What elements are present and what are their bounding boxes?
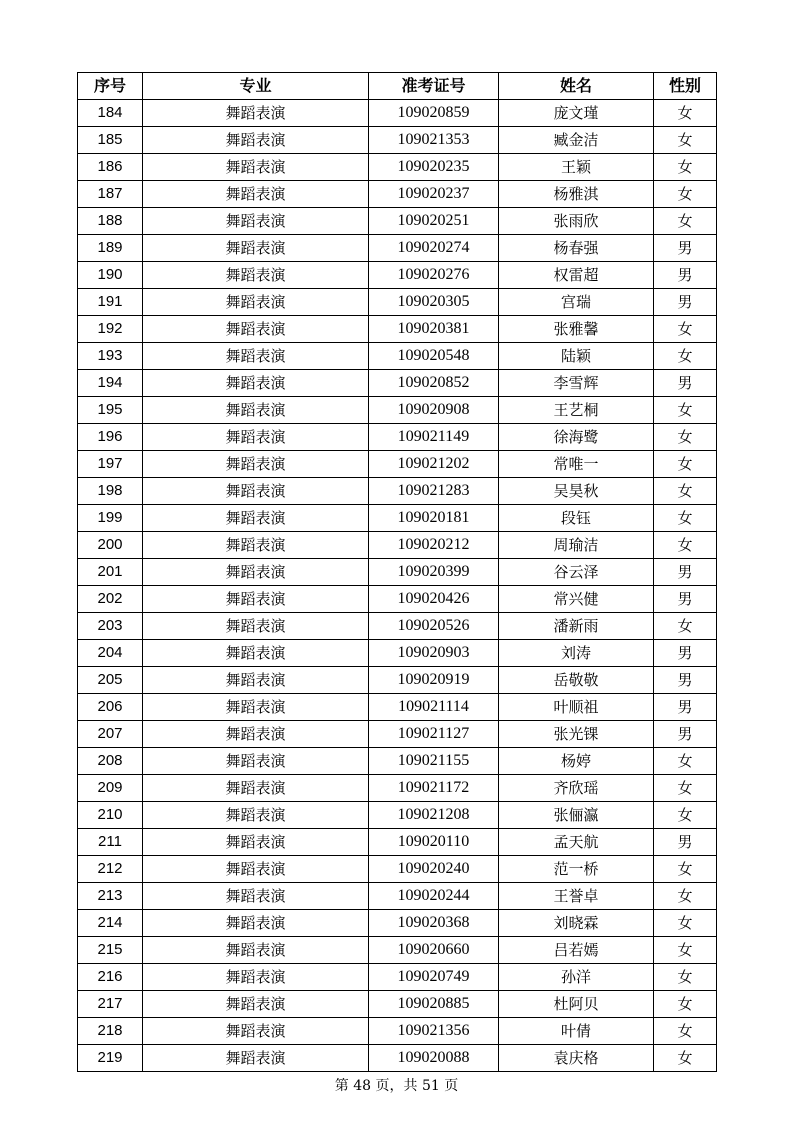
cell-seq: 211 bbox=[78, 829, 143, 856]
cell-seq: 191 bbox=[78, 289, 143, 316]
cell-gender: 女 bbox=[654, 991, 717, 1018]
cell-seq: 216 bbox=[78, 964, 143, 991]
cell-seq: 188 bbox=[78, 208, 143, 235]
cell-major: 舞蹈表演 bbox=[143, 181, 369, 208]
cell-exam-id: 109021283 bbox=[369, 478, 499, 505]
cell-major: 舞蹈表演 bbox=[143, 802, 369, 829]
cell-name: 刘晓霖 bbox=[499, 910, 654, 937]
cell-exam-id: 109020274 bbox=[369, 235, 499, 262]
cell-exam-id: 109020908 bbox=[369, 397, 499, 424]
cell-major: 舞蹈表演 bbox=[143, 1018, 369, 1045]
cell-seq: 200 bbox=[78, 532, 143, 559]
cell-seq: 203 bbox=[78, 613, 143, 640]
page-number-footer: 第 48 页，共 51 页 bbox=[334, 1078, 459, 1094]
cell-exam-id: 109020749 bbox=[369, 964, 499, 991]
cell-major: 舞蹈表演 bbox=[143, 127, 369, 154]
cell-seq: 209 bbox=[78, 775, 143, 802]
table-row bbox=[78, 316, 717, 343]
table-row bbox=[78, 856, 717, 883]
cell-exam-id: 109020251 bbox=[369, 208, 499, 235]
table-row bbox=[78, 343, 717, 370]
cell-seq: 197 bbox=[78, 451, 143, 478]
cell-gender: 女 bbox=[654, 775, 717, 802]
cell-major: 舞蹈表演 bbox=[143, 559, 369, 586]
table-row bbox=[78, 478, 717, 505]
cell-exam-id: 109020181 bbox=[369, 505, 499, 532]
cell-seq: 185 bbox=[78, 127, 143, 154]
cell-exam-id: 109020859 bbox=[369, 100, 499, 127]
cell-major: 舞蹈表演 bbox=[143, 532, 369, 559]
cell-gender: 女 bbox=[654, 100, 717, 127]
cell-name: 王颖 bbox=[499, 154, 654, 181]
cell-gender: 女 bbox=[654, 154, 717, 181]
cell-major: 舞蹈表演 bbox=[143, 937, 369, 964]
cell-name: 杨雅淇 bbox=[499, 181, 654, 208]
table-row bbox=[78, 100, 717, 127]
cell-gender: 女 bbox=[654, 613, 717, 640]
cell-gender: 男 bbox=[654, 721, 717, 748]
cell-name: 岳敬敬 bbox=[499, 667, 654, 694]
cell-major: 舞蹈表演 bbox=[143, 721, 369, 748]
cell-seq: 213 bbox=[78, 883, 143, 910]
cell-seq: 187 bbox=[78, 181, 143, 208]
cell-name: 臧金洁 bbox=[499, 127, 654, 154]
table-row bbox=[78, 910, 717, 937]
cell-name: 范一桥 bbox=[499, 856, 654, 883]
cell-major: 舞蹈表演 bbox=[143, 775, 369, 802]
cell-major: 舞蹈表演 bbox=[143, 424, 369, 451]
cell-exam-id: 109020368 bbox=[369, 910, 499, 937]
cell-name: 叶顺祖 bbox=[499, 694, 654, 721]
cell-major: 舞蹈表演 bbox=[143, 883, 369, 910]
cell-exam-id: 109020885 bbox=[369, 991, 499, 1018]
cell-exam-id: 109021149 bbox=[369, 424, 499, 451]
cell-seq: 210 bbox=[78, 802, 143, 829]
table-row bbox=[78, 775, 717, 802]
cell-exam-id: 109020110 bbox=[369, 829, 499, 856]
table-row bbox=[78, 883, 717, 910]
cell-gender: 男 bbox=[654, 559, 717, 586]
table-row bbox=[78, 721, 717, 748]
table-row bbox=[78, 451, 717, 478]
cell-name: 庞文瑾 bbox=[499, 100, 654, 127]
cell-seq: 204 bbox=[78, 640, 143, 667]
cell-exam-id: 109021127 bbox=[369, 721, 499, 748]
cell-exam-id: 109020305 bbox=[369, 289, 499, 316]
cell-gender: 男 bbox=[654, 694, 717, 721]
cell-seq: 199 bbox=[78, 505, 143, 532]
cell-name: 张雅馨 bbox=[499, 316, 654, 343]
table-row bbox=[78, 694, 717, 721]
cell-seq: 219 bbox=[78, 1045, 143, 1072]
table-row bbox=[78, 208, 717, 235]
cell-seq: 217 bbox=[78, 991, 143, 1018]
cell-gender: 女 bbox=[654, 802, 717, 829]
table-row bbox=[78, 1018, 717, 1045]
cell-exam-id: 109021114 bbox=[369, 694, 499, 721]
cell-gender: 男 bbox=[654, 262, 717, 289]
table-row bbox=[78, 802, 717, 829]
table-row bbox=[78, 532, 717, 559]
table-row bbox=[78, 154, 717, 181]
cell-exam-id: 109021356 bbox=[369, 1018, 499, 1045]
cell-gender: 女 bbox=[654, 1045, 717, 1072]
header-seq: 序号 bbox=[78, 73, 143, 100]
cell-name: 杨婷 bbox=[499, 748, 654, 775]
cell-major: 舞蹈表演 bbox=[143, 289, 369, 316]
cell-major: 舞蹈表演 bbox=[143, 694, 369, 721]
cell-gender: 女 bbox=[654, 397, 717, 424]
table-row bbox=[78, 586, 717, 613]
cell-gender: 女 bbox=[654, 505, 717, 532]
cell-seq: 206 bbox=[78, 694, 143, 721]
cell-exam-id: 109020235 bbox=[369, 154, 499, 181]
cell-major: 舞蹈表演 bbox=[143, 262, 369, 289]
cell-name: 杜阿贝 bbox=[499, 991, 654, 1018]
cell-major: 舞蹈表演 bbox=[143, 856, 369, 883]
cell-major: 舞蹈表演 bbox=[143, 235, 369, 262]
table-row bbox=[78, 1045, 717, 1072]
cell-name: 张俪瀛 bbox=[499, 802, 654, 829]
cell-exam-id: 109020548 bbox=[369, 343, 499, 370]
cell-exam-id: 109020903 bbox=[369, 640, 499, 667]
cell-major: 舞蹈表演 bbox=[143, 667, 369, 694]
cell-gender: 男 bbox=[654, 235, 717, 262]
cell-exam-id: 109020399 bbox=[369, 559, 499, 586]
cell-name: 袁庆格 bbox=[499, 1045, 654, 1072]
header-exam-id: 准考证号 bbox=[369, 73, 499, 100]
cell-seq: 192 bbox=[78, 316, 143, 343]
cell-gender: 女 bbox=[654, 127, 717, 154]
header-major: 专业 bbox=[143, 73, 369, 100]
cell-seq: 212 bbox=[78, 856, 143, 883]
table-row bbox=[78, 748, 717, 775]
cell-name: 刘涛 bbox=[499, 640, 654, 667]
cell-name: 周瑜洁 bbox=[499, 532, 654, 559]
cell-gender: 女 bbox=[654, 343, 717, 370]
cell-exam-id: 109021208 bbox=[369, 802, 499, 829]
cell-exam-id: 109021172 bbox=[369, 775, 499, 802]
table-body bbox=[78, 100, 717, 1072]
cell-exam-id: 109020919 bbox=[369, 667, 499, 694]
cell-exam-id: 109020244 bbox=[369, 883, 499, 910]
cell-name: 李雪辉 bbox=[499, 370, 654, 397]
cell-seq: 193 bbox=[78, 343, 143, 370]
cell-major: 舞蹈表演 bbox=[143, 748, 369, 775]
table-row bbox=[78, 991, 717, 1018]
table-row bbox=[78, 640, 717, 667]
table-row bbox=[78, 181, 717, 208]
cell-major: 舞蹈表演 bbox=[143, 640, 369, 667]
table-row bbox=[78, 613, 717, 640]
cell-seq: 205 bbox=[78, 667, 143, 694]
cell-exam-id: 109020381 bbox=[369, 316, 499, 343]
cell-seq: 207 bbox=[78, 721, 143, 748]
cell-name: 王誉卓 bbox=[499, 883, 654, 910]
cell-gender: 女 bbox=[654, 424, 717, 451]
cell-seq: 215 bbox=[78, 937, 143, 964]
cell-major: 舞蹈表演 bbox=[143, 910, 369, 937]
cell-seq: 190 bbox=[78, 262, 143, 289]
cell-name: 张雨欣 bbox=[499, 208, 654, 235]
cell-name: 张光锞 bbox=[499, 721, 654, 748]
cell-major: 舞蹈表演 bbox=[143, 343, 369, 370]
cell-gender: 男 bbox=[654, 667, 717, 694]
cell-name: 常唯一 bbox=[499, 451, 654, 478]
cell-exam-id: 109020526 bbox=[369, 613, 499, 640]
cell-gender: 女 bbox=[654, 478, 717, 505]
table-row bbox=[78, 235, 717, 262]
cell-major: 舞蹈表演 bbox=[143, 1045, 369, 1072]
cell-seq: 218 bbox=[78, 1018, 143, 1045]
table-row bbox=[78, 289, 717, 316]
table-row bbox=[78, 937, 717, 964]
cell-name: 吕若嫣 bbox=[499, 937, 654, 964]
cell-gender: 男 bbox=[654, 640, 717, 667]
cell-exam-id: 109020088 bbox=[369, 1045, 499, 1072]
cell-major: 舞蹈表演 bbox=[143, 100, 369, 127]
table-row bbox=[78, 505, 717, 532]
cell-major: 舞蹈表演 bbox=[143, 505, 369, 532]
cell-gender: 女 bbox=[654, 883, 717, 910]
table-row bbox=[78, 559, 717, 586]
cell-exam-id: 109020240 bbox=[369, 856, 499, 883]
cell-gender: 男 bbox=[654, 829, 717, 856]
cell-exam-id: 109020852 bbox=[369, 370, 499, 397]
table-row bbox=[78, 127, 717, 154]
header-name: 姓名 bbox=[499, 73, 654, 100]
cell-gender: 女 bbox=[654, 316, 717, 343]
cell-gender: 女 bbox=[654, 937, 717, 964]
cell-seq: 184 bbox=[78, 100, 143, 127]
table-row bbox=[78, 424, 717, 451]
cell-major: 舞蹈表演 bbox=[143, 991, 369, 1018]
table-row bbox=[78, 667, 717, 694]
cell-name: 孟天航 bbox=[499, 829, 654, 856]
cell-exam-id: 109021353 bbox=[369, 127, 499, 154]
cell-exam-id: 109021202 bbox=[369, 451, 499, 478]
cell-exam-id: 109020426 bbox=[369, 586, 499, 613]
cell-major: 舞蹈表演 bbox=[143, 316, 369, 343]
cell-name: 常兴健 bbox=[499, 586, 654, 613]
cell-seq: 194 bbox=[78, 370, 143, 397]
cell-seq: 208 bbox=[78, 748, 143, 775]
cell-gender: 女 bbox=[654, 181, 717, 208]
cell-exam-id: 109020212 bbox=[369, 532, 499, 559]
table-row bbox=[78, 829, 717, 856]
cell-seq: 202 bbox=[78, 586, 143, 613]
cell-name: 王艺桐 bbox=[499, 397, 654, 424]
cell-gender: 女 bbox=[654, 208, 717, 235]
cell-gender: 女 bbox=[654, 532, 717, 559]
cell-name: 叶倩 bbox=[499, 1018, 654, 1045]
cell-gender: 男 bbox=[654, 289, 717, 316]
cell-gender: 女 bbox=[654, 1018, 717, 1045]
cell-seq: 196 bbox=[78, 424, 143, 451]
cell-gender: 女 bbox=[654, 964, 717, 991]
table-row bbox=[78, 397, 717, 424]
cell-exam-id: 109020276 bbox=[369, 262, 499, 289]
cell-major: 舞蹈表演 bbox=[143, 478, 369, 505]
cell-name: 宫瑞 bbox=[499, 289, 654, 316]
cell-seq: 198 bbox=[78, 478, 143, 505]
cell-exam-id: 109020660 bbox=[369, 937, 499, 964]
cell-major: 舞蹈表演 bbox=[143, 208, 369, 235]
cell-name: 齐欣瑶 bbox=[499, 775, 654, 802]
table-row bbox=[78, 262, 717, 289]
cell-name: 陆颖 bbox=[499, 343, 654, 370]
cell-name: 谷云泽 bbox=[499, 559, 654, 586]
cell-seq: 214 bbox=[78, 910, 143, 937]
cell-major: 舞蹈表演 bbox=[143, 613, 369, 640]
cell-exam-id: 109020237 bbox=[369, 181, 499, 208]
cell-major: 舞蹈表演 bbox=[143, 829, 369, 856]
header-gender: 性别 bbox=[654, 73, 717, 100]
cell-gender: 男 bbox=[654, 370, 717, 397]
cell-gender: 男 bbox=[654, 586, 717, 613]
cell-name: 杨春强 bbox=[499, 235, 654, 262]
cell-seq: 186 bbox=[78, 154, 143, 181]
cell-major: 舞蹈表演 bbox=[143, 586, 369, 613]
cell-gender: 女 bbox=[654, 451, 717, 478]
cell-seq: 189 bbox=[78, 235, 143, 262]
cell-major: 舞蹈表演 bbox=[143, 154, 369, 181]
table-row bbox=[78, 964, 717, 991]
cell-gender: 女 bbox=[654, 748, 717, 775]
cell-major: 舞蹈表演 bbox=[143, 397, 369, 424]
cell-name: 吴昊秋 bbox=[499, 478, 654, 505]
cell-seq: 195 bbox=[78, 397, 143, 424]
cell-major: 舞蹈表演 bbox=[143, 964, 369, 991]
table-row bbox=[78, 370, 717, 397]
cell-name: 孙洋 bbox=[499, 964, 654, 991]
cell-major: 舞蹈表演 bbox=[143, 370, 369, 397]
cell-major: 舞蹈表演 bbox=[143, 451, 369, 478]
cell-gender: 女 bbox=[654, 856, 717, 883]
table-header-row bbox=[78, 73, 717, 100]
admission-roster-table bbox=[77, 72, 717, 1072]
cell-name: 潘新雨 bbox=[499, 613, 654, 640]
cell-name: 段钰 bbox=[499, 505, 654, 532]
cell-gender: 女 bbox=[654, 910, 717, 937]
cell-name: 权雷超 bbox=[499, 262, 654, 289]
cell-seq: 201 bbox=[78, 559, 143, 586]
cell-name: 徐海鹭 bbox=[499, 424, 654, 451]
cell-exam-id: 109021155 bbox=[369, 748, 499, 775]
